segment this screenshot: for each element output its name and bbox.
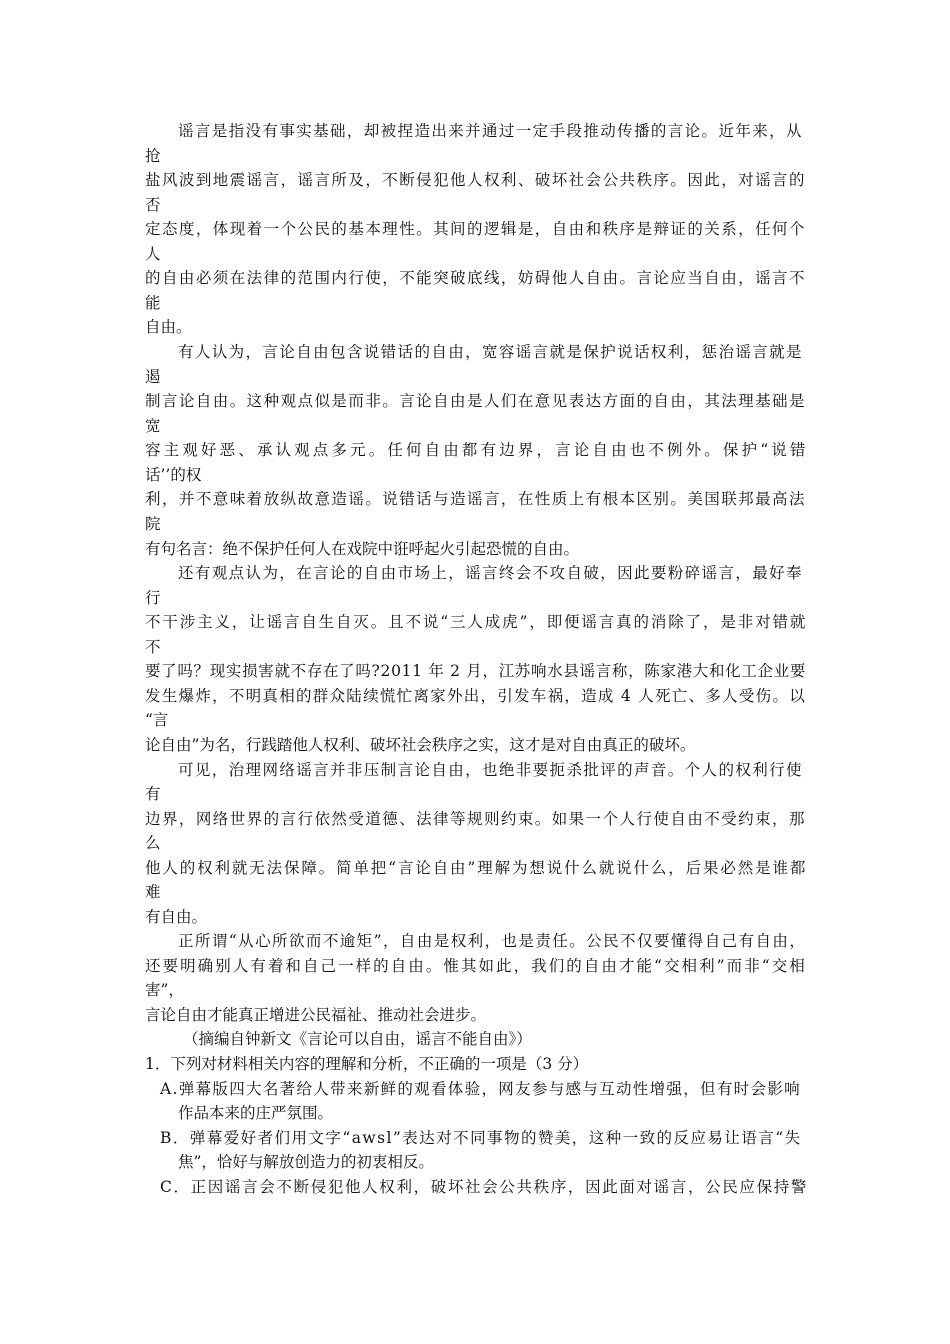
question-option-a: A.弹幕版四大名著给人带来新鲜的观看体验，网友参与感与互动性增强，但有时会影响 — [160, 1080, 801, 1098]
text-line: 的自由必须在法律的范围内行使，不能突破底线，妨碍他人自由。言论应当自由，谣言不 — [145, 269, 806, 287]
text-line: 他人的权利就无法保障。简单把“言论自由”理解为想说什么就说什么，后果必然是谁都 — [145, 859, 808, 877]
text-line: 还有观点认为，在言论的自由市场上，谣言终会不攻自破，因此要粉碎谣言，最好奉 — [178, 564, 803, 582]
question-option-b: B．弹幕爱好者们用文字“awsl”表达对不同事物的赞美，这种一致的反应易让语言“失 — [160, 1129, 802, 1147]
text-line: 难 — [145, 883, 161, 901]
text-line: 院 — [145, 515, 161, 533]
text-line: 利，并不意味着放纵故意造谣。说错话与造谣言，在性质上有根本区别。美国联邦最高法 — [145, 490, 806, 508]
text-line: 宽 — [145, 417, 161, 435]
text-line: 有句名言：绝不保护任何人在戏院中诳呼起火引起恐慌的自由。 — [145, 540, 580, 558]
text-line: 盐风波到地震谣言，谣言所及，不断侵犯他人权利、破坏社会公共秩序。因此，对谣言的 — [145, 171, 806, 189]
text-line: 可见，治理网络谣言并非压制言论自由，也绝非要扼杀批评的声音。个人的权利行使 — [178, 761, 803, 779]
question-option-b-cont: 焦”，恰好与解放创造力的初衷相反。 — [178, 1153, 434, 1171]
question-option-c: C．正因谣言会不断侵犯他人权利，破坏社会公共秩序，因此面对谣言，公民应保持警 — [160, 1178, 809, 1196]
question-option-a-cont: 作品本来的庄严氛围。 — [178, 1104, 334, 1122]
text-line: 不 — [145, 638, 161, 656]
text-line: 边界，网络世界的言行依然受道德、法律等规则约束。如果一个人行使自由不受约束，那 — [145, 810, 806, 828]
text-line: 行 — [145, 589, 161, 607]
text-line: “言 — [145, 711, 169, 729]
text-line: 话’’的权 — [145, 466, 202, 484]
text-line: 能 — [145, 294, 161, 312]
text-line: 正所谓“从心所欲而不逾矩”，自由是权利，也是责任。公民不仅要懂得自己有自由， — [178, 932, 807, 950]
article-source: （摘编自钟新文《言论可以自由，谣言不能自由》） — [183, 1030, 532, 1048]
text-line: 谣言是指没有事实基础，却被捏造出来并通过一定手段推动传播的言论。近年来，从 — [178, 122, 803, 140]
text-line: 还要明确别人有着和自己一样的自由。惟其如此，我们的自由才能“交相利”而非“交相 — [145, 957, 807, 975]
text-line: 制言论自由。这种观点似是而非。言论自由是人们在意见表达方面的自由，其法理基础是 — [145, 392, 806, 410]
text-line: 自由。 — [145, 318, 192, 336]
text-line: 言论自由才能真正增进公民福祉、推动社会进步。 — [145, 1006, 487, 1024]
text-line: 要了吗？现实损害就不存在了吗?2011 年 2 月，江苏响水县谣言称，陈家港大和化工企业要 — [145, 662, 807, 680]
text-line: 论自由”为名，行践踏他人权利、破坏社会秩序之实，这才是对自由真正的破坏。 — [145, 736, 696, 754]
text-line: 定态度，体现着一个公民的基本理性。其间的逻辑是，自由和秩序是辩证的关系，任何个 — [145, 220, 806, 238]
text-line: 遏 — [145, 368, 161, 386]
text-line: 害”， — [145, 981, 184, 999]
text-line: 有 — [145, 785, 161, 803]
text-line: 有人认为，言论自由包含说错话的自由，宽容谣言就是保护说话权利，惩治谣言就是 — [178, 343, 803, 361]
text-line: 否 — [145, 196, 161, 214]
text-line: 人 — [145, 245, 161, 263]
text-line: 有自由。 — [145, 908, 208, 926]
text-line: 抢 — [145, 147, 161, 165]
text-line: 不干涉主义，让谣言自生自灭。且不说“三人成虎”，即便谣言真的消除了，是非对错就 — [145, 613, 808, 631]
text-line: 么 — [145, 834, 161, 852]
text-line: 发生爆炸，不明真相的群众陆续慌忙离家外出，引发车祸，造成 4 人死亡、多人受伤。以 — [145, 687, 806, 705]
text-line: 容主观好恶、承认观点多元。任何自由都有边界，言论自由也不例外。保护“说错 — [145, 441, 809, 459]
question-stem: 1．下列对材料相关内容的理解和分析，不正确的一项是（3 分） — [145, 1055, 589, 1073]
